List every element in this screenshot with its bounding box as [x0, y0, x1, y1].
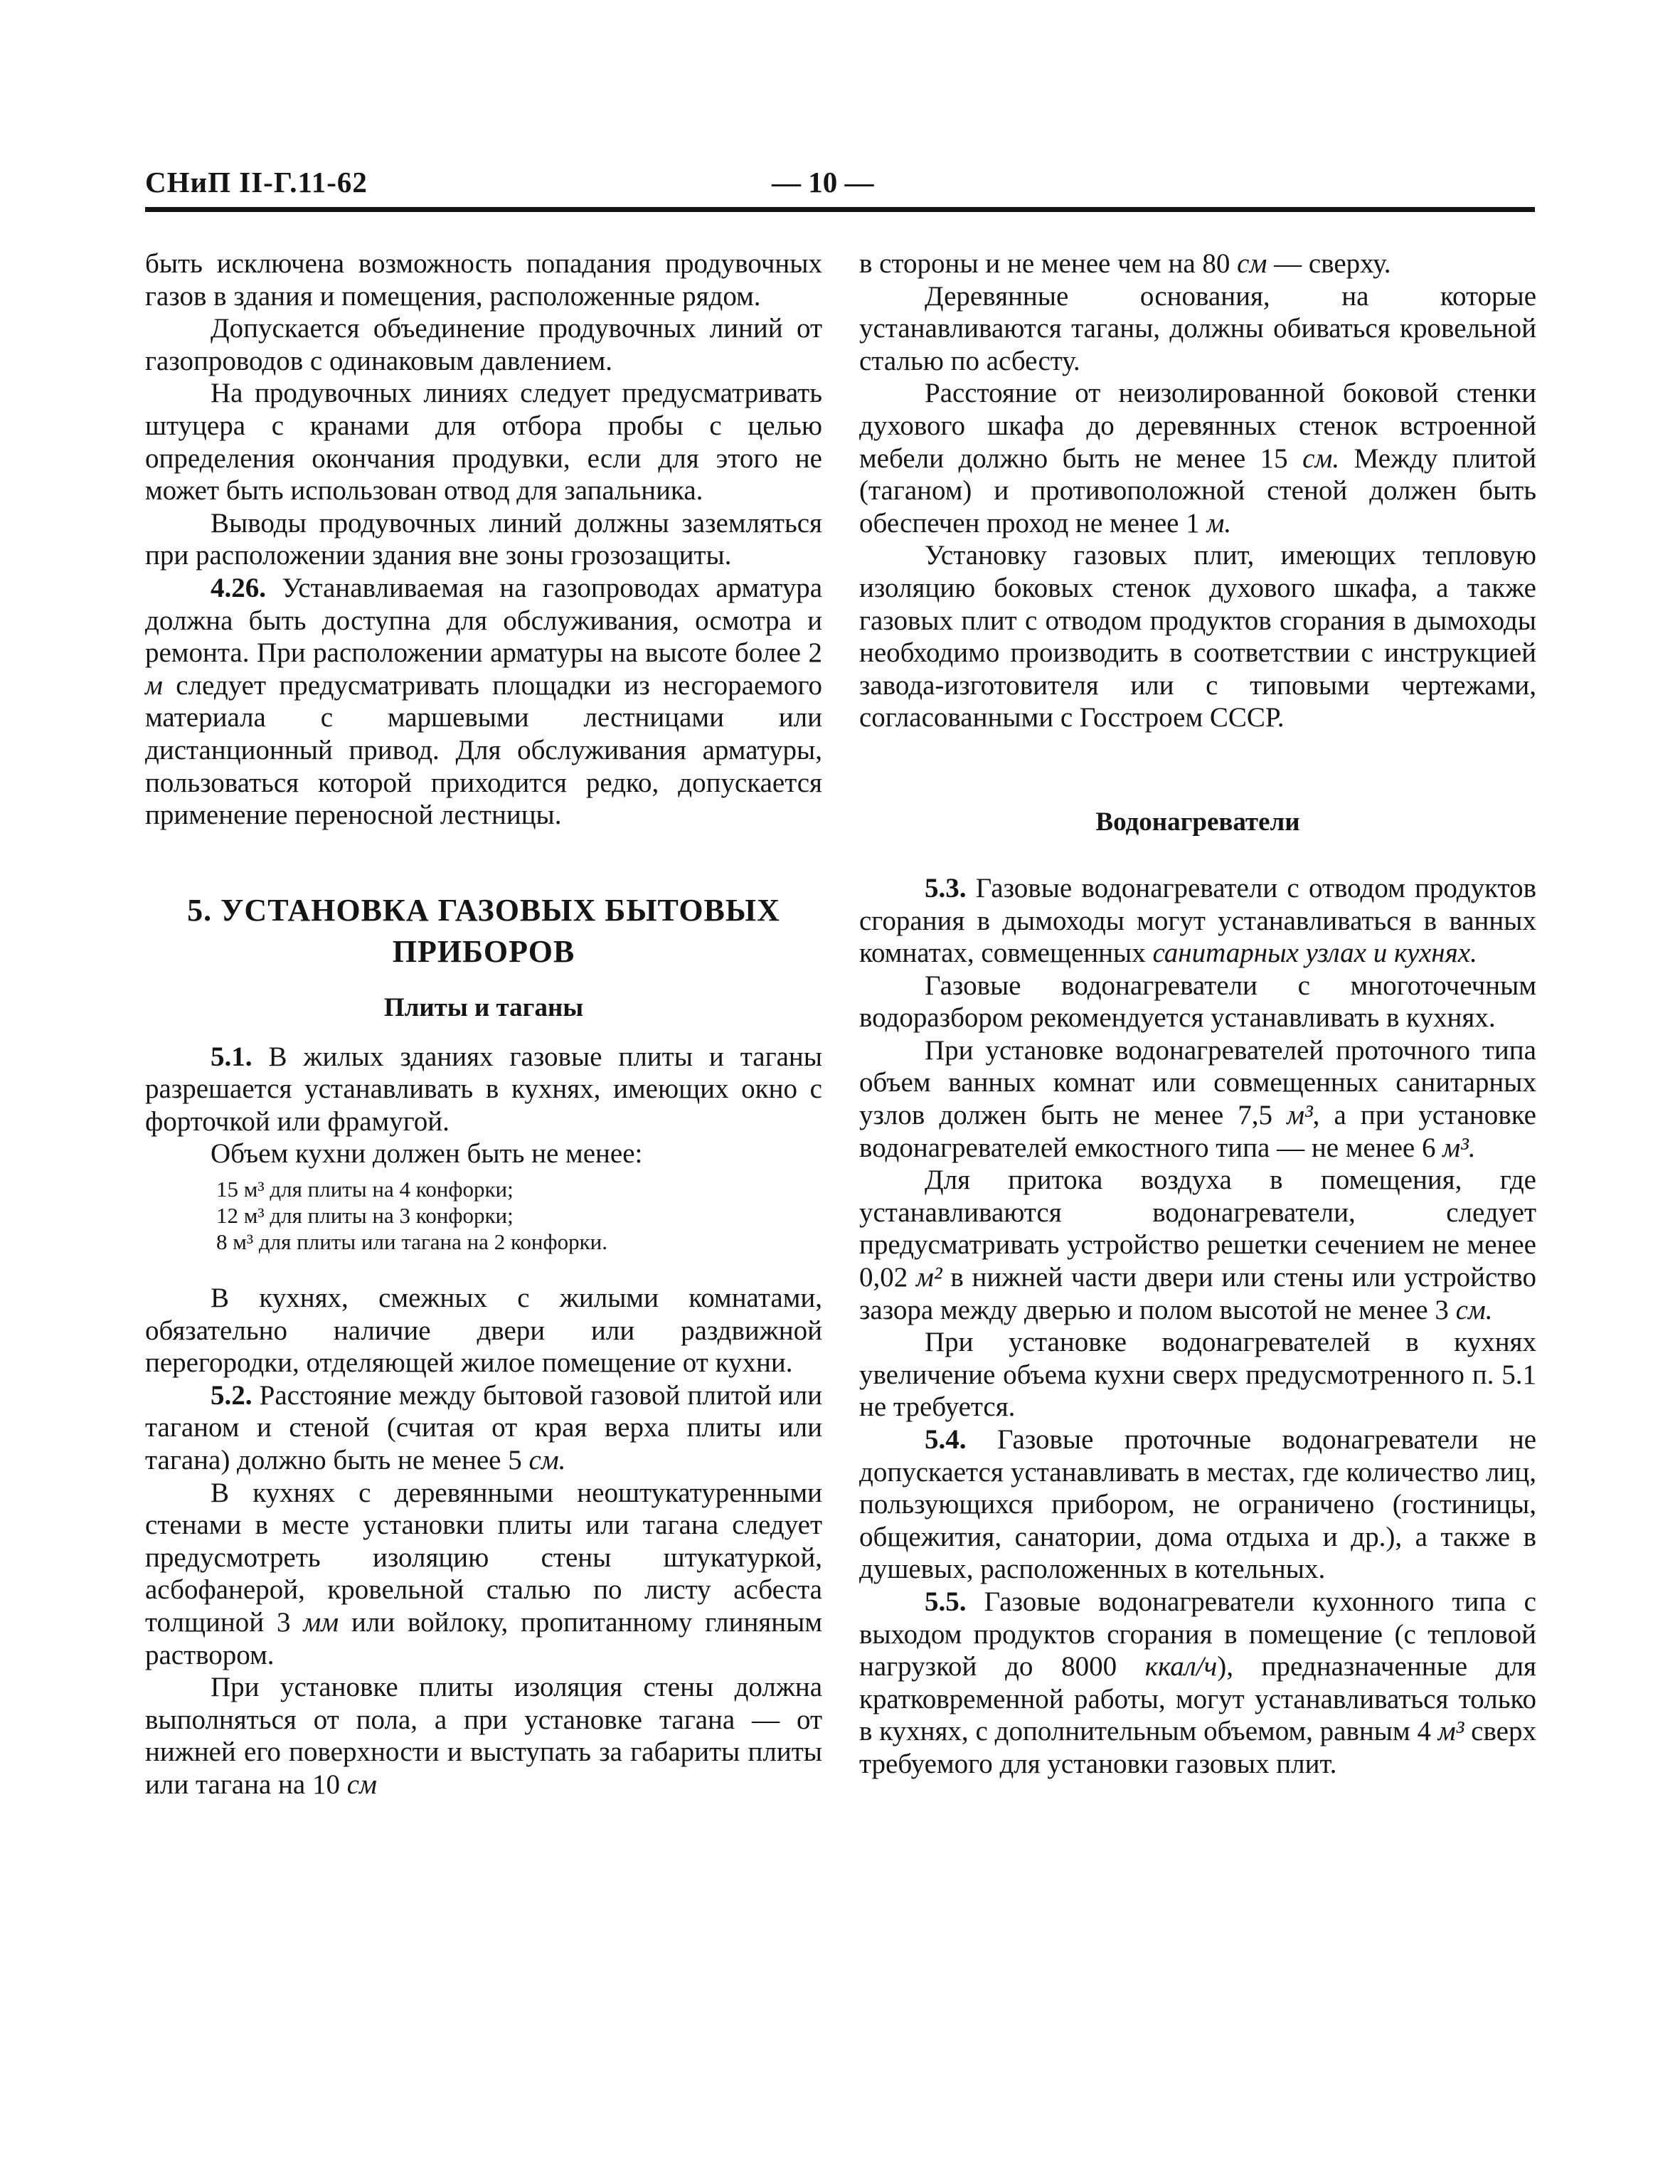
paragraph: Допускается объединение продувочных линий от газопроводов с одинаковым давлением.	[145, 313, 822, 376]
clause-number: 5.4.	[925, 1424, 967, 1455]
list-item: 8 м³ для плиты или тагана на 2 конфорки.	[216, 1229, 608, 1255]
clause-5-2: 5.2. Расстояние между бытовой газовой плитой или таганом и стеной (считая от края верха плиты или тагана) должно быть не менее 5 см.	[145, 1379, 822, 1476]
subsection-title: Плиты и таганы	[383, 992, 584, 1022]
paragraph: быть исключена возможность попадания продувочных газов в здания и помещения, расположенные рядом.	[145, 248, 822, 312]
paragraph: Объем кухни должен быть не менее:	[211, 1138, 643, 1170]
paragraph: В кухнях с деревянными неоштукатуренными стенами в месте установки плиты или тагана следует предусмотреть изоляцию стены штукатуркой, асбофанерой, кровельной сталью по листу асбеста толщиной 3 мм или войлоку, пропитанному глиняным раствором.	[145, 1477, 823, 1670]
paragraph: Деревянные основания, на которые устанавливаются таганы, должны обиваться кровельной сталью по асбесту.	[859, 280, 1536, 376]
clause-number: 5.2.	[211, 1379, 252, 1411]
paragraph: Газовые водонагреватели с многоточечным водоразбором рекомендуется устанавливать в кухнях.	[859, 970, 1536, 1034]
clause-number: 5.5.	[925, 1586, 967, 1617]
paragraph: Расстояние от неизолированной боковой стенки духового шкафа до деревянных стенок встроенной мебели должно быть не менее 15 см. Между плитой (таганом) и противоположной стеной должен быть обеспечен проход не менее 1 м.	[859, 378, 1536, 539]
volume-list	[145, 1176, 822, 1255]
page-header	[145, 165, 1535, 206]
section-title: 5. УСТАНОВКА ГАЗОВЫХ БЫТОВЫХ ПРИБОРОВ	[187, 892, 780, 969]
paragraph: При установке водонагревателей проточного типа объем ванных комнат или совмещенных санитарных узлов должен быть не менее 7,5 м³, а при установке водонагревателей емкостного типа — не менее 6 м³.	[859, 1034, 1536, 1163]
paragraph: Выводы продувочных линий должны заземляться при расположении здания вне зоны грозозащиты.	[145, 507, 822, 571]
clause-5-5: 5.5. Газовые водонагреватели кухонного типа с выходом продуктов сгорания в помещение (с тепловой нагрузкой до 8000 ккал/ч), предназначенные для кратковременной работы, могут устанавливаться только в кухнях, с дополнительным объемом, равным 4 м³ сверх требуемого для установки газовых плит.	[859, 1586, 1536, 1779]
paragraph: При установке плиты изоляция стены должна выполняться от пола, а при установке тагана — от нижней его поверхности и выступать за габариты плиты или тагана на 10 см	[145, 1672, 822, 1800]
right-column	[859, 248, 1536, 1781]
left-column	[145, 248, 822, 1801]
list-item: 15 м³ для плиты на 4 конфорки;	[216, 1177, 514, 1202]
subsection-title: Водонагреватели	[1095, 807, 1300, 837]
paragraph: Установку газовых плит, имеющих тепловую изоляцию боковых стенок духового шкафа, а также газовых плит с отводом продуктов сгорания в дымоходы необходимо производить в соответствии с инструкцией завода-изготовителя или с типовыми чертежами, согласованными с Госстроем СССР.	[859, 540, 1536, 733]
paragraph: При установке водонагревателей в кухнях увеличение объема кухни сверх предусмотренного п. 5.1 не требуется.	[859, 1327, 1536, 1423]
document-code: СНиП II-Г.11-62	[145, 166, 368, 198]
clause-number: 4.26.	[211, 572, 266, 603]
paragraph: в стороны и не менее чем на 80 см — сверху.	[859, 248, 1391, 279]
paragraph: В кухнях, смежных с жилыми комнатами, обязательно наличие двери или раздвижной перегородки, отделяющей жилое помещение от кухни.	[145, 1283, 822, 1379]
paragraph: Для притока воздуха в помещения, где устанавливаются водонагреватели, следует предусматривать устройство решетки сечением не менее 0,02 м² в нижней части двери или стены или устройство зазора между дверью и полом высотой не менее 3 см.	[859, 1165, 1536, 1325]
paragraph: На продувочных линиях следует предусматривать штуцера с кранами для отбора пробы с целью определения окончания продувки, если для этого не может быть использован отвод для запальника.	[145, 378, 822, 507]
clause-number: 5.3.	[925, 872, 967, 903]
clause-number: 5.1.	[211, 1041, 252, 1072]
clause-5-1: 5.1. В жилых зданиях газовые плиты и таганы разрешается устанавливать в кухнях, имеющих окно с форточкой или фрамугой.	[145, 1041, 823, 1137]
list-item: 12 м³ для плиты на 3 конфорки;	[216, 1203, 514, 1229]
page-number: — 10 —	[772, 166, 874, 198]
clause-5-3: 5.3. Газовые водонагреватели с отводом продуктов сгорания в дымоходы могут устанавливаться в ванных комнатах, совмещенных санитарных узлах и кухнях.	[859, 872, 1536, 969]
clause-4-26: 4.26. Устанавливаемая на газопроводах арматура должна быть доступна для обслуживания, осмотра и ремонта. При расположении арматуры на высоте более 2 м следует предусматривать площадки из несгораемого материала с маршевыми лестницами или дистанционный привод. Для обслуживания арматуры, пользоваться которой приходится редко, допускается применение переносной лестницы.	[145, 572, 823, 831]
clause-5-4: 5.4. Газовые проточные водонагреватели не допускается устанавливать в местах, где количество лиц, пользующихся прибором, не ограничено (гостиницы, общежития, санатории, дома отдыха и др.), а также в душевых, расположенных в котельных.	[859, 1424, 1537, 1585]
header-rule	[145, 207, 1535, 212]
